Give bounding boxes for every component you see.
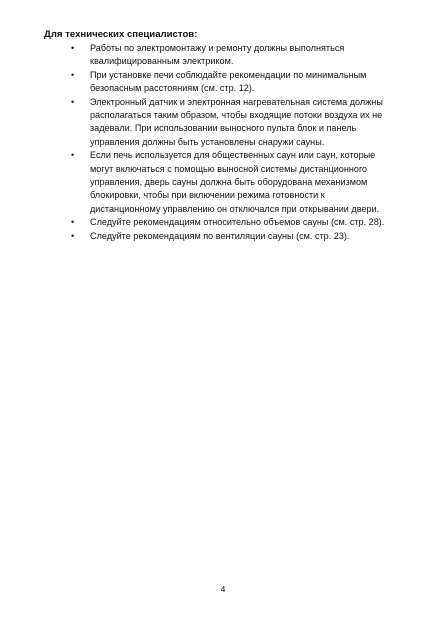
list-item-line: дистанционному управлению он отключался при открывании двери. [90,203,380,214]
list-item [71,230,420,243]
bullet-icon: • [71,43,75,53]
list-item [71,69,420,96]
list-item [71,42,420,69]
list-item [71,96,420,150]
list-item-line: блокировки, чтобы при включении режима готовности к [90,190,325,201]
bullet-icon: • [71,96,75,107]
bullet-icon: • [71,230,75,241]
bullet-icon: • [71,69,75,80]
list-item-line: Если печь используется для общественных саун или саун, которые [90,150,376,161]
list-item-line: Электронный датчик и электронная нагревательная система должны [90,96,383,107]
list-item-line: При установке печи соблюдайте рекомендации по минимальным [90,69,367,80]
bullet-icon: • [71,217,75,228]
page-number: 4 [220,584,226,594]
list-item-line: квалифицированным электриком. [90,56,234,67]
list-item-line: могут включаться с помощью выносной системы дистанционного [90,163,368,174]
list-item-line: Следуйте рекомендациям относительно объемов сауны (см. стр. 28). [90,217,385,228]
list-item-line: задевали. При использовании выносного пульта блок и панель [90,123,357,134]
list-item [71,216,420,229]
list-item-line: Следуйте рекомендациям по вентиляции сауны (см. стр. 23). [90,230,350,241]
list-item-line: управления, дверь сауны должна быть оборудована механизмом [90,177,368,188]
list-item-line: безопасным расстояниям (см. стр. 12). [90,83,255,94]
list-item [71,149,420,216]
list-item-line: Работы по электромонтажу и ремонту должны выполняться [90,43,345,53]
list-item-line: управления должны быть установлены снаружи сауны. [90,136,325,147]
bullet-list [0,42,446,243]
section-heading: Для технических специалистов: [44,29,198,40]
bullet-icon: • [71,150,75,161]
list-item-line: располагаться таким образом, чтобы входящие потоки воздуха их не [90,110,383,121]
